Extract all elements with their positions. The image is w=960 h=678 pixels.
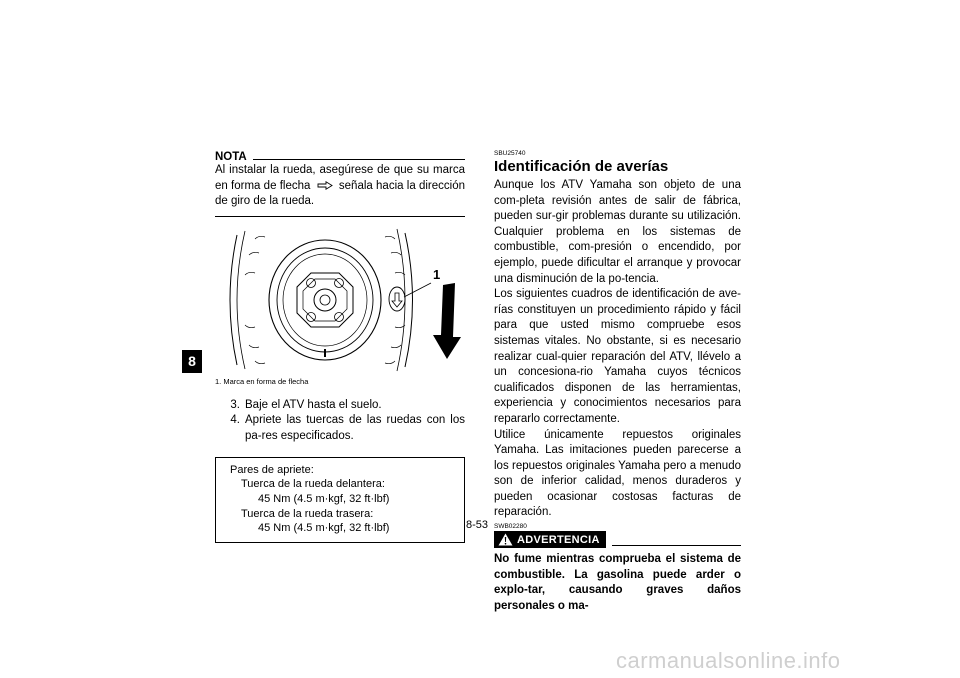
step-text: Baje el ATV hasta el suelo. (245, 398, 382, 411)
wheel-figure (215, 225, 465, 375)
figure-callout: 1 (433, 266, 441, 282)
step-text: Apriete las tuercas de las ruedas con los pa-res especificados. (245, 414, 465, 442)
rear-nut-label: Tuerca de la rueda trasera: (241, 507, 374, 520)
front-nut-label: Tuerca de la rueda delantera: (241, 478, 385, 491)
step-number: 3. (230, 398, 240, 411)
section-title: Identificación de averías (494, 158, 669, 175)
section-code: SBU25740 (494, 150, 526, 157)
list-item (215, 398, 465, 414)
warning-triangle-icon (498, 533, 513, 546)
step-list (215, 398, 465, 445)
nota-heading (215, 151, 465, 163)
warning-code: SWB02280 (494, 523, 527, 531)
nota-label: NOTA (215, 151, 247, 163)
front-nut-value: 45 Nm (4.5 m·kgf, 32 ft·lbf) (258, 492, 390, 505)
torque-spec-box (215, 457, 465, 544)
list-item (215, 413, 465, 444)
paragraph: Los siguientes cuadros de identificación de ave-rías constituyen un procedimiento rápido y fácil para que usted mismo compruebe esos sistemas vitales. No obstante, si es necesario realizar cual-quier reparación del ATV, llévelo a un concesiona-rio Yamaha cuyos técnicos cualificados disponen de las herramientas, experiencia y conocimientos necesarios para repararlo correctamente. (494, 288, 741, 425)
arrow-mark-icon (317, 181, 333, 190)
warning-heading (494, 531, 741, 548)
rear-nut-value: 45 Nm (4.5 m·kgf, 32 ft·lbf) (258, 522, 390, 535)
nota-text-before: Al instalar la rueda, asegúrese de que su marca en forma de flecha (215, 164, 465, 192)
nota-rule (253, 159, 465, 160)
step-number: 4. (230, 414, 240, 427)
warning-rule (612, 545, 741, 546)
warning-label: ADVERTENCIA (517, 533, 600, 546)
wheel-illustration (215, 225, 465, 375)
chapter-tab: 8 (182, 350, 202, 373)
right-column (494, 150, 741, 614)
torque-title: Pares de apriete: (230, 463, 314, 476)
paragraph: Utilice únicamente repuestos originales Yamaha. Las imitaciones pueden parecerse a los repuestos originales Yamaha pero a menudo son de inferior calidad, menos duraderos y pueden ocasionar costosas facturas de reparación. (494, 428, 741, 519)
nota-text (215, 163, 465, 210)
figure-caption: 1. Marca en forma de flecha (215, 376, 309, 386)
warning-badge (494, 531, 606, 548)
page-number: 8-53 (466, 519, 489, 531)
left-column (215, 151, 465, 543)
watermark: carmanualsonline.info (616, 648, 841, 673)
paragraph: Aunque los ATV Yamaha son objeto de una com-pleta revisión antes de salir de fábrica, pueden sur-gir problemas durante su utilización. Cualquier problema en los sistemas de combustible, com-presión o encendido, por ejemplo, puede dificultar el arranque y provocar una disminución de la po-tencia. (494, 179, 741, 285)
warning-text: No fume mientras comprueba el sistema de combustible. La gasolina puede arder o explo-tar, causando graves daños personales o ma- (494, 553, 741, 612)
nota-separator (215, 216, 465, 217)
nota-text-after: señala hacia la dirección de giro de la rueda. (215, 179, 465, 208)
